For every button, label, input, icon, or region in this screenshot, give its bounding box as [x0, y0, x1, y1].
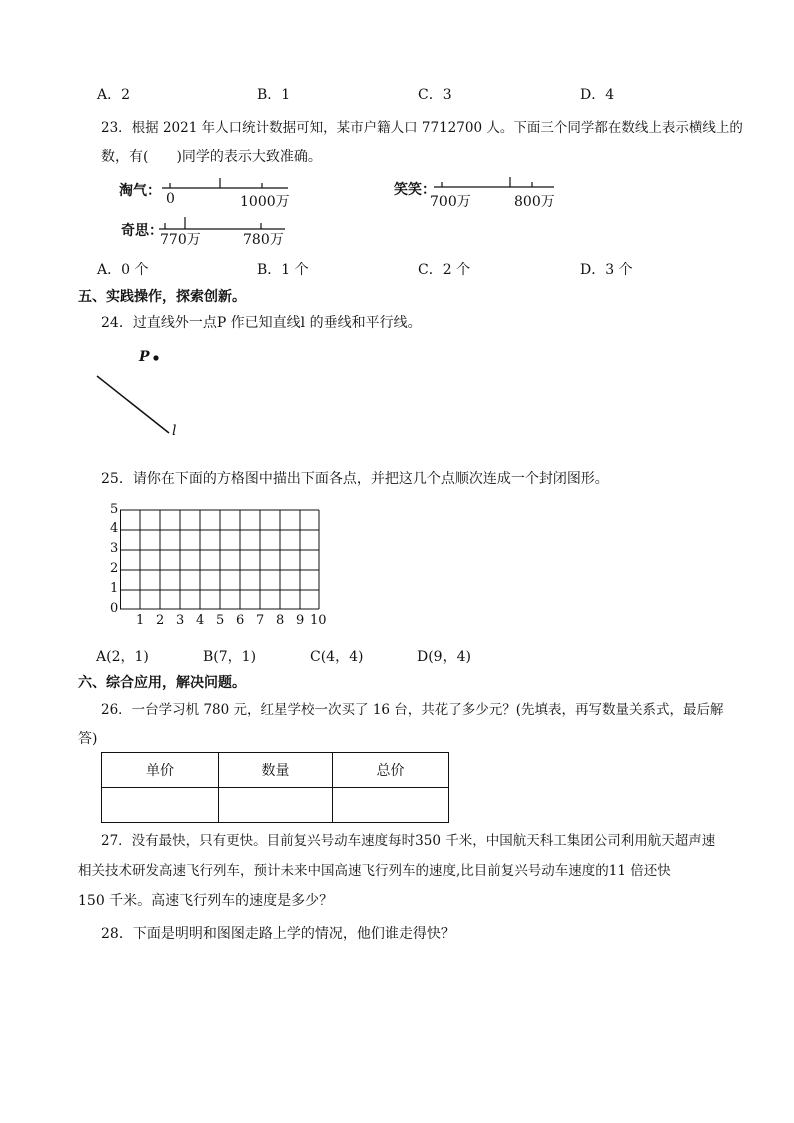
x-label-2: 2	[156, 613, 165, 628]
q23-option-d: D．3 个	[580, 262, 633, 278]
y-label-1: 1	[110, 581, 119, 596]
q27-text-line1: 27．没有最快，只有更快。目前复兴号动车速度每时350 千米，中国航天科工集团公司利用航天超声速	[101, 833, 716, 849]
x-label-10: 10	[310, 613, 327, 628]
table-header-quantity: 数量	[219, 753, 333, 788]
point-p-label: P	[139, 349, 150, 365]
section6-title: 六、综合应用，解决问题。	[78, 675, 246, 691]
table-cell-quantity[interactable]	[219, 788, 333, 823]
qisi-left-label: 770万	[160, 232, 201, 248]
y-label-0: 0	[110, 601, 119, 616]
q24-text: 24．过直线外一点P 作已知直线l 的垂线和平行线。	[101, 315, 422, 331]
q23-option-c: C．2 个	[418, 262, 471, 278]
x-label-1: 1	[136, 613, 145, 628]
point-b: B(7，1)	[203, 649, 257, 665]
q23-option-a: A．0 个	[97, 262, 149, 278]
q26-table	[101, 752, 449, 823]
q22-option-d: D．4	[580, 87, 615, 103]
point-a: A(2，1)	[96, 649, 149, 665]
q26-text-line1: 26．一台学习机 780 元，红星学校一次买了 16 台，共花了多少元？(先填表，再写数量关系式，最后解	[101, 702, 724, 718]
point-c: C(4，4)	[310, 649, 364, 665]
q26-text-line2: 答)	[78, 731, 98, 747]
x-label-8: 8	[276, 613, 285, 628]
q23-text-line2: 数，有( )同学的表示大致准确。	[101, 149, 322, 165]
table-header-total-price: 总价	[333, 753, 449, 788]
y-label-3: 3	[110, 541, 119, 556]
xiaoxiao-left-label: 700万	[430, 194, 471, 210]
q23-text-line1: 23．根据 2021 年人口统计数据可知，某市户籍人口 7712700 人。下面三个同学都在数线上表示横线上的	[101, 120, 743, 136]
table-cell-total-price[interactable]	[333, 788, 449, 823]
q23-option-b: B．1 个	[257, 262, 309, 278]
q22-option-c: C．3	[418, 87, 452, 103]
y-label-2: 2	[110, 561, 119, 576]
table-header-unit-price: 单价	[102, 753, 219, 788]
q22-option-a: A．2	[97, 87, 131, 103]
x-label-5: 5	[216, 613, 225, 628]
xiaoxiao-right-label: 800万	[514, 194, 555, 210]
section5-title: 五、实践操作，探索创新。	[78, 289, 246, 305]
x-label-9: 9	[296, 613, 305, 628]
q27-text-line2: 相关技术研发高速飞行列车，预计未来中国高速飞行列车的速度,比目前复兴号动车速度的11 倍还快	[78, 863, 671, 879]
x-label-4: 4	[196, 613, 205, 628]
taoqi-left-label: 0	[166, 191, 175, 207]
qisi-right-label: 780万	[243, 232, 284, 248]
q25-text: 25．请你在下面的方格图中描出下面各点，并把这几个点顺次连成一个封闭图形。	[101, 471, 609, 487]
q27-text-line3: 150 千米。高速飞行列车的速度是多少？	[78, 893, 334, 909]
x-label-6: 6	[236, 613, 245, 628]
xiaoxiao-label: 笑笑：	[394, 182, 436, 198]
x-label-7: 7	[256, 613, 265, 628]
y-label-5: 5	[110, 502, 119, 517]
qisi-label: 奇思：	[121, 223, 163, 239]
q28-text: 28．下面是明明和图图走路上学的情况，他们谁走得快？	[101, 926, 455, 942]
x-label-3: 3	[176, 613, 185, 628]
line-l-label: l	[172, 423, 177, 439]
taoqi-right-label: 1000万	[240, 194, 290, 210]
y-label-4: 4	[110, 521, 119, 536]
point-d: D(9，4)	[417, 649, 471, 665]
q22-option-b: B．1	[257, 87, 291, 103]
table-cell-unit-price[interactable]	[102, 788, 219, 823]
taoqi-label: 淘气：	[119, 183, 161, 199]
coordinate-grid	[120, 510, 320, 610]
